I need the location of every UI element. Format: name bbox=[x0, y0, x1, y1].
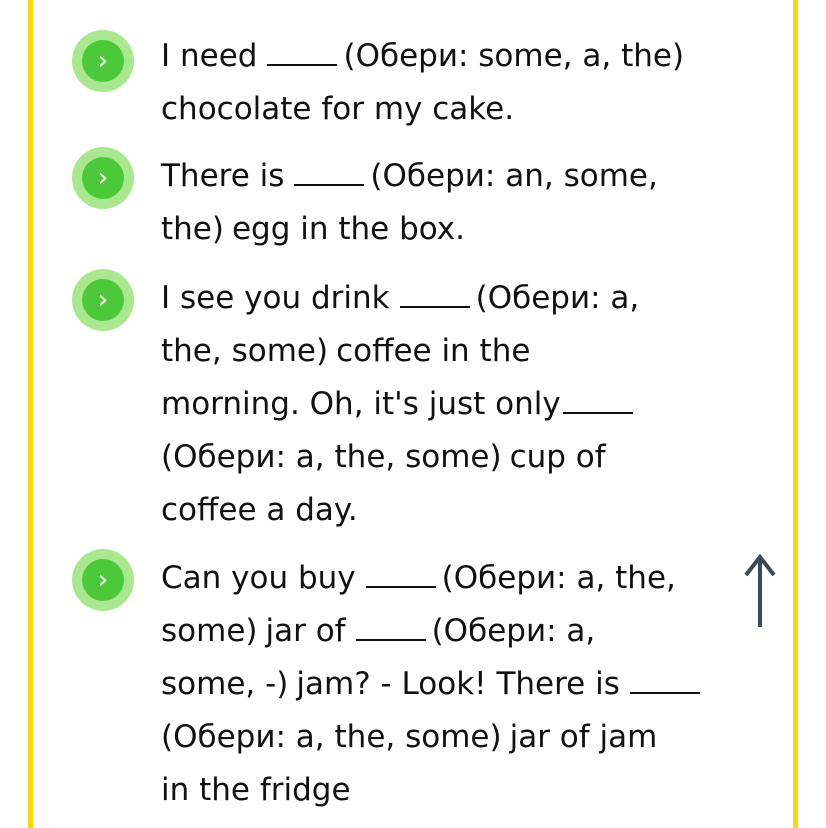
chevron-right-icon: › bbox=[82, 157, 124, 199]
answer-blank[interactable] bbox=[356, 605, 426, 641]
arrow-up-icon[interactable] bbox=[742, 551, 778, 631]
choice-options[interactable]: (Обери: a, the, some) bbox=[161, 719, 502, 755]
question-2-bullet[interactable] bbox=[72, 147, 134, 209]
question-text: I need bbox=[161, 38, 258, 74]
question-line bbox=[161, 711, 781, 764]
choice-options[interactable]: (Обери: a, bbox=[475, 280, 640, 316]
question-text: I see you drink bbox=[161, 280, 390, 316]
choice-options[interactable]: (Обери: a, bbox=[431, 613, 596, 649]
choice-options[interactable]: (Обери: some, a, the) bbox=[343, 38, 685, 74]
question-line bbox=[161, 431, 781, 484]
chevron-right-icon: › bbox=[82, 559, 124, 601]
choice-options[interactable]: the) bbox=[161, 211, 224, 247]
question-line bbox=[161, 658, 781, 711]
question-text: There is bbox=[161, 158, 285, 194]
question-line bbox=[161, 484, 781, 537]
question-text: cup of bbox=[509, 439, 606, 475]
question-line bbox=[161, 605, 781, 658]
answer-blank[interactable] bbox=[366, 552, 436, 588]
choice-options[interactable]: some, -) bbox=[161, 666, 289, 702]
question-4-bullet[interactable] bbox=[72, 549, 134, 611]
answer-blank[interactable] bbox=[630, 658, 700, 694]
question-text: jam? - Look! There is bbox=[296, 666, 620, 702]
question-line bbox=[161, 272, 781, 325]
question-line bbox=[161, 764, 781, 817]
chevron-right-icon: › bbox=[82, 40, 124, 82]
question-text: coffee in the bbox=[336, 333, 531, 369]
question-text: coffee a day. bbox=[161, 492, 358, 528]
question-line bbox=[161, 378, 781, 431]
choice-options[interactable]: some) bbox=[161, 613, 258, 649]
question-line bbox=[161, 83, 781, 136]
question-text: Can you buy bbox=[161, 560, 356, 596]
question-line bbox=[161, 325, 781, 378]
answer-blank[interactable] bbox=[400, 272, 470, 308]
question-text: morning. Oh, it's just only bbox=[161, 386, 561, 422]
choice-options[interactable]: (Обери: a, the, some) bbox=[161, 439, 502, 475]
choice-options[interactable]: (Обери: a, the, bbox=[441, 560, 676, 596]
choice-options[interactable]: (Обери: an, some, bbox=[370, 158, 658, 194]
answer-blank[interactable] bbox=[294, 150, 364, 186]
question-text: egg in the box. bbox=[231, 211, 465, 247]
question-line bbox=[161, 203, 781, 256]
question-text: in the fridge bbox=[161, 772, 351, 808]
question-text: jar of bbox=[265, 613, 346, 649]
question-3-text bbox=[161, 272, 781, 537]
question-3-bullet[interactable] bbox=[72, 269, 134, 331]
question-line bbox=[161, 30, 781, 83]
question-1-bullet[interactable] bbox=[72, 30, 134, 92]
answer-blank[interactable] bbox=[267, 30, 337, 66]
frame-left-border bbox=[28, 0, 33, 828]
question-text: jar of jam bbox=[509, 719, 658, 755]
question-1-text bbox=[161, 30, 781, 136]
question-4-text bbox=[161, 552, 781, 817]
choice-options[interactable]: the, some) bbox=[161, 333, 329, 369]
question-line bbox=[161, 552, 781, 605]
question-line bbox=[161, 150, 781, 203]
question-text: chocolate for my cake. bbox=[161, 91, 515, 127]
frame-right-border bbox=[793, 0, 798, 828]
question-2-text bbox=[161, 150, 781, 256]
answer-blank[interactable] bbox=[563, 378, 633, 414]
chevron-right-icon: › bbox=[82, 279, 124, 321]
